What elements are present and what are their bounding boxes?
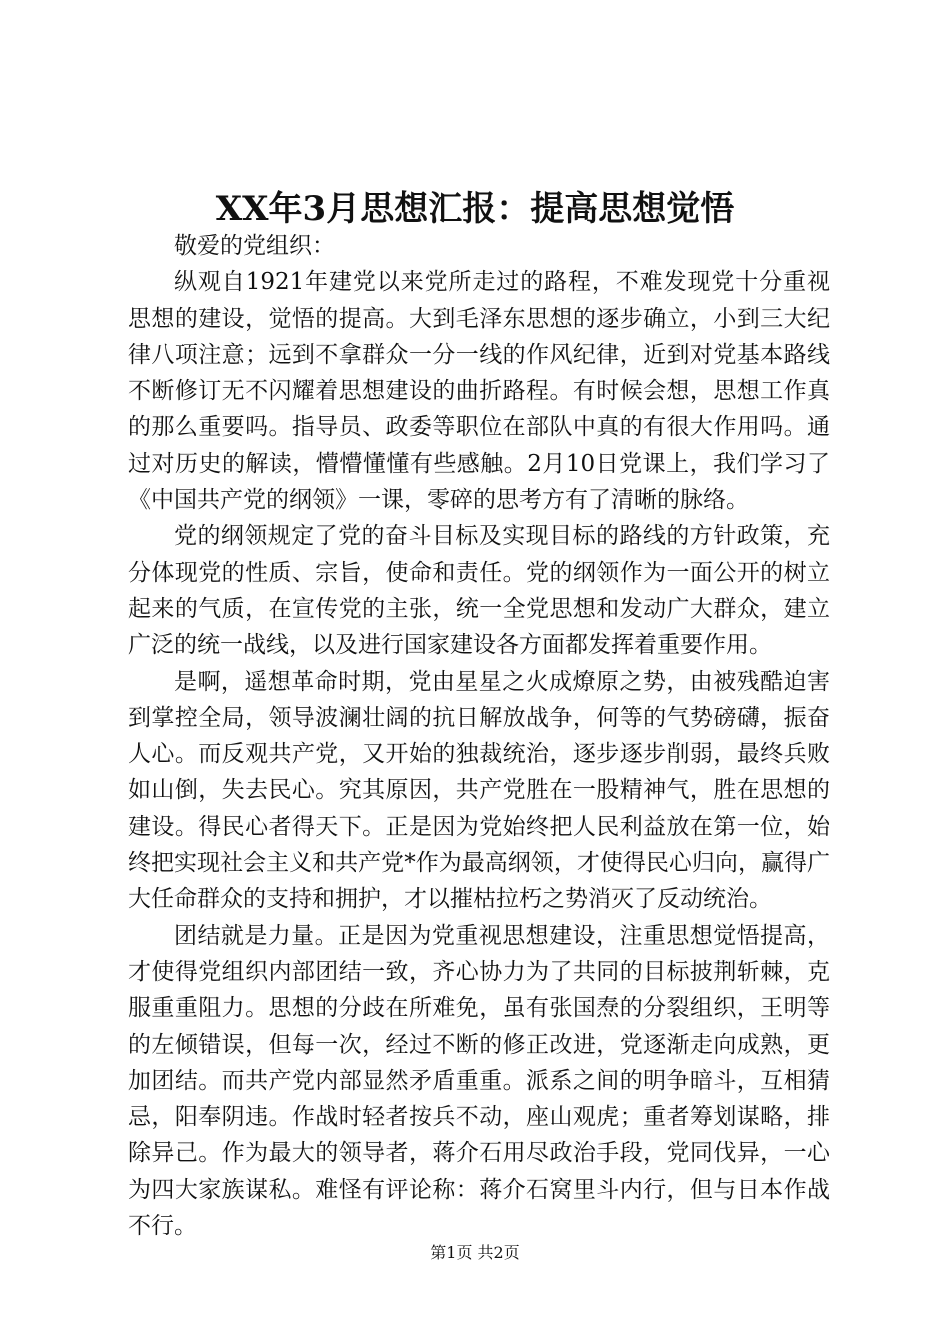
- document-body: [128, 228, 830, 1244]
- salutation: 敬爱的党组织：: [174, 233, 335, 259]
- paragraph-4: 团结就是力量。正是因为党重视思想建设，注重思想觉悟提高，才使得党组织内部团结一致，齐心协力为了共同的目标披荆斩棘，克服重重阻力。思想的分歧在所难免，虽有张国焘的分裂组织，王明等的左倾错误，但每一次，经过不断的修正改进，党逐渐走向成熟，更加团结。而共产党内部显然矛盾重重。派系之间的明争暗斗，互相猜忌，阳奉阴违。作战时轻者按兵不动，座山观虎；重者筹划谋略，排除异己。作为最大的领导者，蒋介石用尽政治手段，党同伐异，一心为四大家族谋私。难怪有评论称：蒋介石窝里斗内行，但与日本作战不行。: [128, 922, 830, 1240]
- paragraph-3: 是啊，遥想革命时期，党由星星之火成燎原之势，由被残酷迫害到掌控全局，领导波澜壮阔的抗日解放战争，何等的气势磅礴，振奋人心。而反观共产党，又开始的独裁统治，逐步逐步削弱，最终兵败如山倒，失去民心。究其原因，共产党胜在一股精神气，胜在思想的建设。得民心者得天下。正是因为党始终把人民利益放在第一位，始终把实现社会主义和共产党*作为最高纲领，才使得民心归向，赢得广大任命群众的支持和拥护，才以摧枯拉朽之势消灭了反动统治。: [128, 668, 830, 913]
- page-footer: 第1页 共2页: [430, 1243, 520, 1262]
- paragraph-2: 党的纲领规定了党的奋斗目标及实现目标的路线的方针政策，充分体现党的性质、宗旨，使命和责任。党的纲领作为一面公开的树立起来的气质，在宣传党的主张，统一全党思想和发动广大群众，建立广泛的统一战线，以及进行国家建设各方面都发挥着重要作用。: [128, 523, 830, 659]
- paragraph-1: 纵观自1921年建党以来党所走过的路程，不难发现党十分重视思想的建设，觉悟的提高。大到毛泽东思想的逐步确立，小到三大纪律八项注意；远到不拿群众一分一线的作风纪律，近到对党基本路线不断修订无不闪耀着思想建设的曲折路程。有时候会想，思想工作真的那么重要吗。指导员、政委等职位在部队中真的有很大作用吗。通过对历史的解读，懵懵懂懂有些感触。2月10日党课上，我们学习了《中国共产党的纲领》一课，零碎的思考方有了清晰的脉络。: [128, 269, 830, 514]
- document-title: XX年3月思想汇报：提高思想觉悟: [215, 189, 735, 229]
